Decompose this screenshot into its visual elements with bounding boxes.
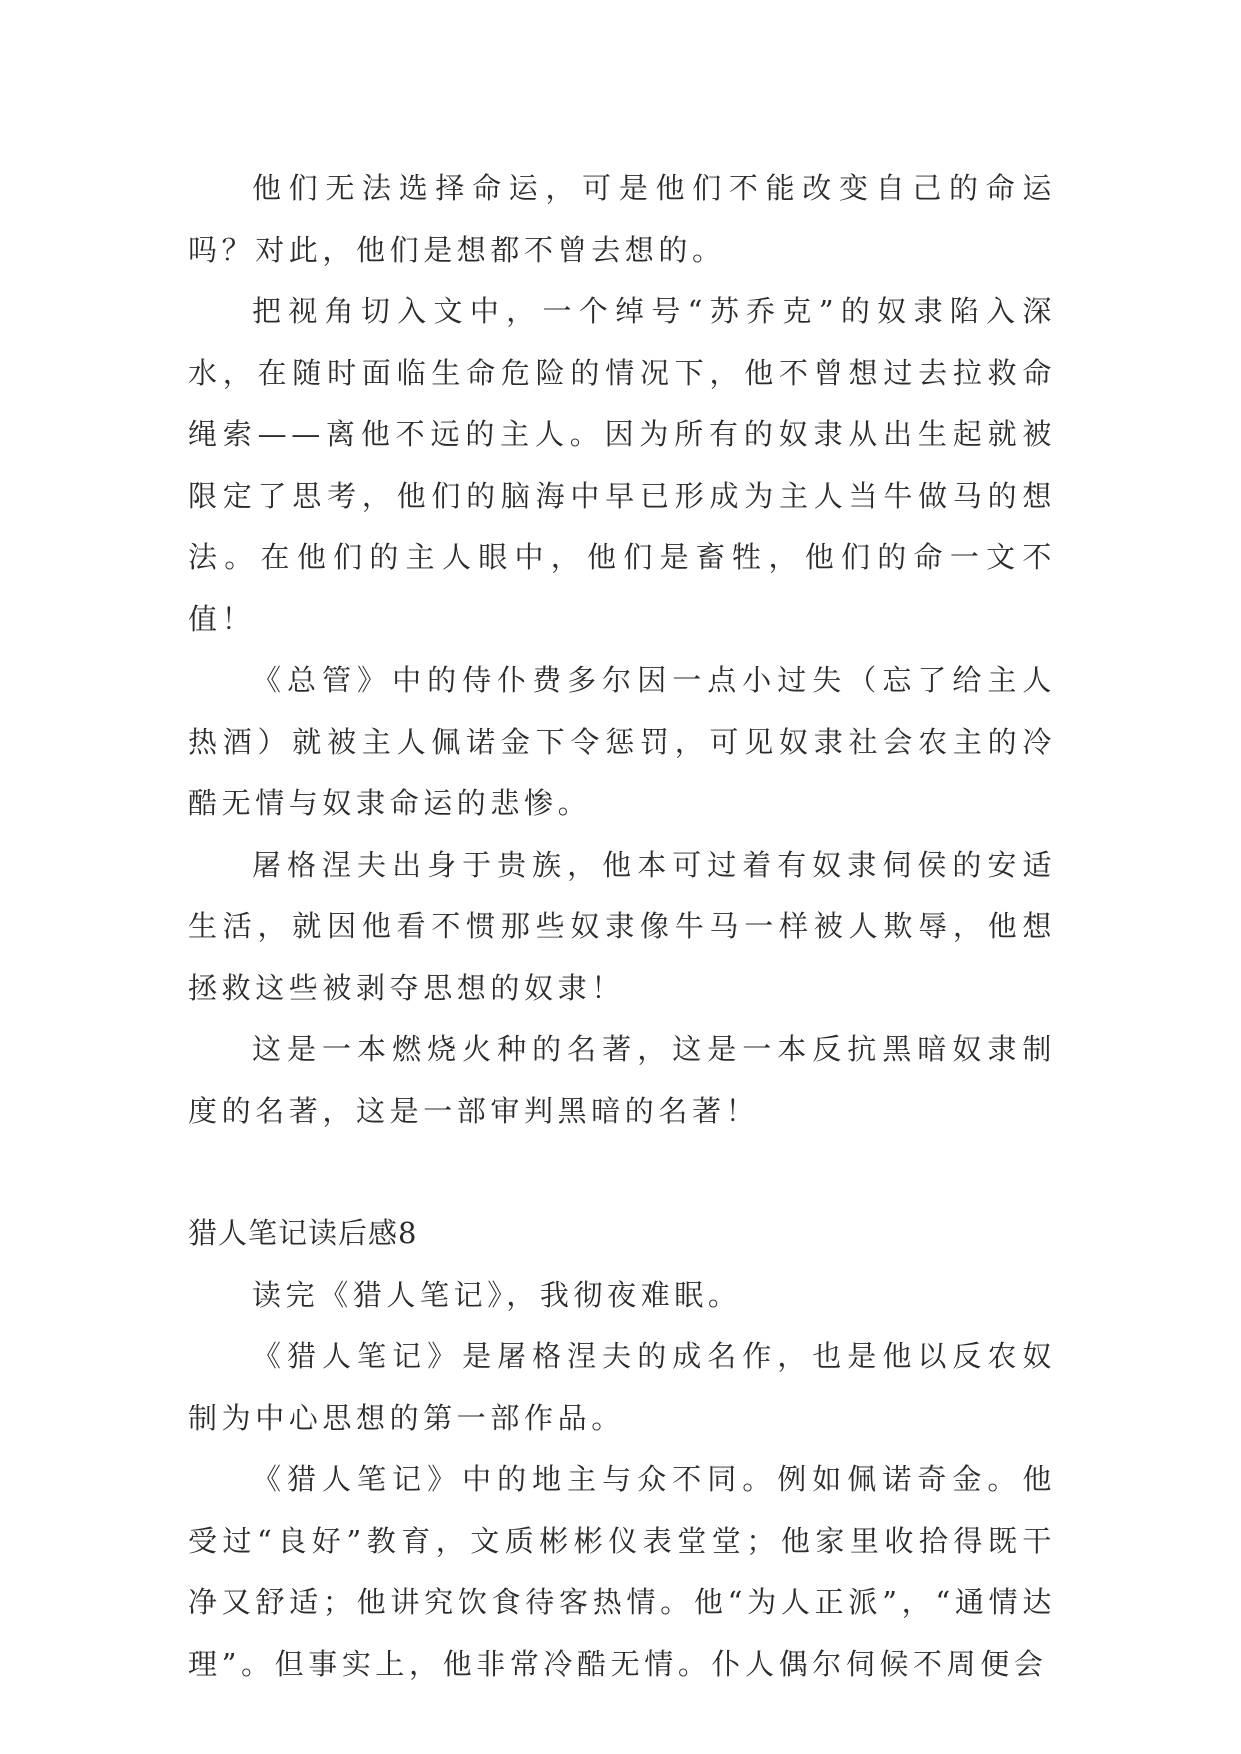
paragraph: 把视角切入文中，一个绰号“苏乔克”的奴隶陷入深水，在随时面临生命危险的情况下，他不曾想过去拉救命绳索——离他不远的主人。因为所有的奴隶从出生起就被限定了思考，他们的脑海中早已形成为主人当牛做马的想法。在他们的主人眼中，他们是畜牲，他们的命一文不值！ xyxy=(188,294,1056,636)
paragraph: 读完《猎人笔记》，我彻夜难眠。 xyxy=(252,1277,742,1312)
paragraph: 《总管》中的侍仆费多尔因一点小过失（忘了给主人热酒）就被主人佩诺金下令惩罚，可见奴隶社会农主的冷酷无情与奴隶命运的悲惨。 xyxy=(188,663,1056,820)
paragraph: 这是一本燃烧火种的名著，这是一本反抗黑暗奴隶制度的名著，这是一部审判黑暗的名著！ xyxy=(188,1032,1056,1128)
paragraph: 屠格涅夫出身于贵族，他本可过着有奴隶伺侯的安适生活，就因他看不惯那些奴隶像牛马一样被人欺辱，他想拯救这些被剥夺思想的奴隶！ xyxy=(188,847,1056,1005)
paragraph: 《猎人笔记》是屠格涅夫的成名作，也是他以反农奴制为中心思想的第一部作品。 xyxy=(188,1339,1056,1435)
paragraph: 《猎人笔记》中的地主与众不同。例如佩诺奇金。他受过“良好”教育，文质彬彬仪表堂堂；他家里收拾得既干净又舒适；他讲究饮食待客热情。他“为人正派”，“通情达理”。但事实上，他非常冷酷无情。仆人偶尔伺候不周便会 xyxy=(188,1462,1056,1681)
document-body xyxy=(188,158,1056,1695)
paragraph: 他们无法选择命运，可是他们不能改变自己的命运吗？对此，他们是想都不曾去想的。 xyxy=(188,171,1056,267)
section-heading: 猎人笔记读后感8 xyxy=(188,1216,418,1250)
section-spacer xyxy=(188,1142,1056,1203)
